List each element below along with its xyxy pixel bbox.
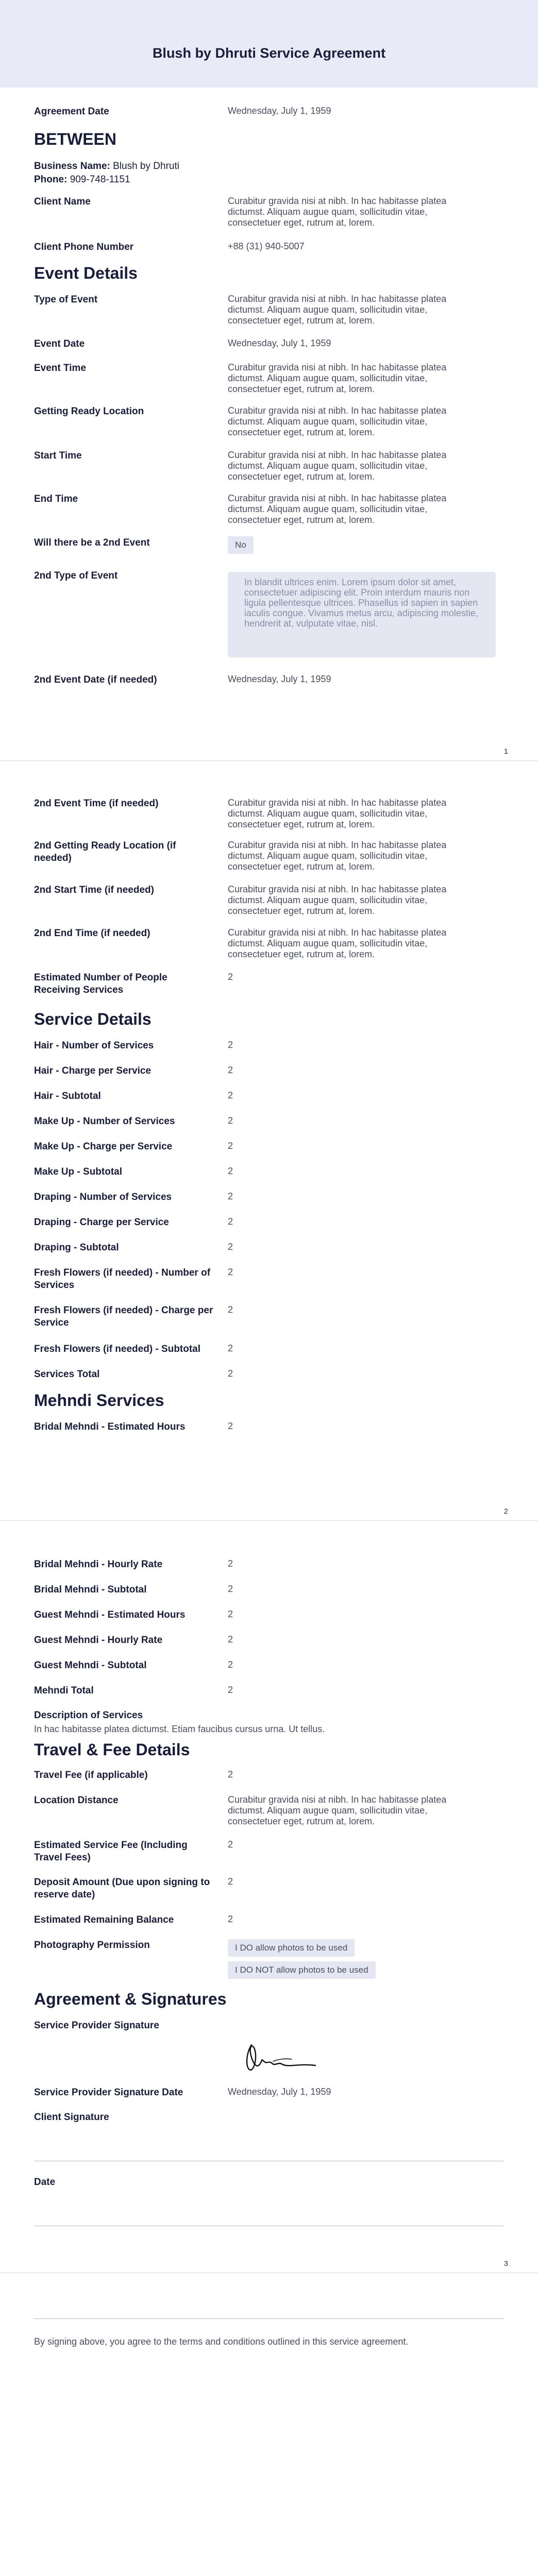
document-title: Blush by Dhruti Service Agreement [152,45,386,61]
service-value: 2 [228,1115,233,1126]
mehndi-value: 2 [228,1584,233,1594]
remaining-value: 2 [228,1914,233,1924]
page-divider [0,760,538,761]
location-distance-value: Curabitur gravida nisi at nibh. In hac habitasse platea dictumst. Aliquam augue quam, sollicitudin vitae, consectetuer eget, rutrum at, lorem. [228,1794,447,1826]
business-phone-label: Phone: [34,174,68,185]
page-divider [0,1520,538,1521]
photo-deny-option[interactable]: I DO NOT allow photos to be used [228,1961,376,1979]
travel-fee-label: Travel Fee (if applicable) [34,1770,148,1781]
estimated-fee-value: 2 [228,1839,233,1850]
description-label: Description of Services [34,1710,143,1721]
second-event-answer: No [228,536,254,554]
page-number: 2 [504,1507,508,1515]
footer-terms-text: By signing above, you agree to the terms and conditions outlined in this service agreement. [34,2336,409,2347]
second-date-value: Wednesday, July 1, 1959 [228,674,331,684]
service-value: 2 [228,1166,233,1176]
mehndi-value: 2 [228,1609,233,1619]
second-start-value: Curabitur gravida nisi at nibh. In hac habitasse platea dictumst. Aliquam augue quam, sollicitudin vitae, consectetuer eget, rutrum at, lorem. [228,884,447,916]
service-value: 2 [228,1141,233,1151]
mehndi-value: 2 [228,1634,233,1645]
service-label: Draping - Number of Services [34,1192,172,1202]
agreement-date-value: Wednesday, July 1, 1959 [228,106,331,116]
service-value: 2 [228,1191,233,1201]
travel-fee-value: 2 [228,1769,233,1780]
agreement-date-label: Agreement Date [34,106,109,117]
client-name-value: Curabitur gravida nisi at nibh. In hac habitasse platea dictumst. Aliquam augue quam, sollicitudin vitae, consectetuer eget, rutrum at, lorem. [228,196,447,228]
location-distance-label: Location Distance [34,1795,119,1806]
photo-allow-option[interactable]: I DO allow photos to be used [228,1939,355,1957]
service-label: Make Up - Subtotal [34,1166,123,1177]
header-band [0,0,538,88]
second-end-value: Curabitur gravida nisi at nibh. In hac habitasse platea dictumst. Aliquam augue quam, sollicitudin vitae, consectetuer eget, rutrum at, lorem. [228,927,447,959]
travel-heading: Travel & Fee Details [34,1740,190,1759]
mehndi-value: 2 [228,1685,233,1695]
service-label: Fresh Flowers (if needed) - Number of Services [34,1267,211,1291]
type-of-event-label: Type of Event [34,294,98,305]
provider-signature-label: Service Provider Signature [34,2020,159,2031]
estimated-people-label: Estimated Number of People Receiving Services [34,972,167,995]
client-signature-label: Client Signature [34,2112,109,2123]
end-time-value: Curabitur gravida nisi at nibh. In hac habitasse platea dictumst. Aliquam augue quam, sollicitudin vitae, consectetuer eget, rutrum at, lorem. [228,493,447,525]
page-number: 3 [504,2259,508,2267]
service-value: 2 [228,1267,233,1277]
service-value: 2 [228,1242,233,1252]
second-type-memo: In blandit ultrices enim. Lorem ipsum dolor sit amet, consectetuer adipiscing elit. Proin interdum mauris non ligula pellentesque ultrices. Phasellus id sapien in sapien iaculis congue. Vivamus metus arcu, adipiscing molestie, hendrerit at, vulputate vitae, nisl. [228,572,496,657]
deposit-value: 2 [228,1876,233,1887]
estimated-people-value: 2 [228,972,233,982]
service-label: Hair - Charge per Service [34,1065,152,1076]
mehndi-label: Bridal Mehndi - Subtotal [34,1584,147,1595]
estimated-fee-label: Estimated Service Fee (Including Travel Fees) [34,1840,188,1863]
service-details-heading: Service Details [34,1010,152,1028]
mehndi-label: Guest Mehndi - Estimated Hours [34,1609,186,1620]
second-end-label: 2nd End Time (if needed) [34,928,150,939]
second-start-label: 2nd Start Time (if needed) [34,885,154,895]
second-time-value: Curabitur gravida nisi at nibh. In hac habitasse platea dictumst. Aliquam augue quam, sollicitudin vitae, consectetuer eget, rutrum at, lorem. [228,798,447,829]
mehndi-label: Mehndi Total [34,1685,94,1696]
mehndi-heading: Mehndi Services [34,1391,164,1410]
second-ready-label: 2nd Getting Ready Location (if needed) [34,840,176,863]
service-value: 2 [228,1304,233,1315]
remaining-label: Estimated Remaining Balance [34,1914,174,1925]
service-label: Hair - Number of Services [34,1040,154,1051]
service-value: 2 [228,1090,233,1100]
business-name-value: Blush by Dhruti [113,161,179,172]
second-ready-value: Curabitur gravida nisi at nibh. In hac habitasse platea dictumst. Aliquam augue quam, sollicitudin vitae, consectetuer eget, rutrum at, lorem. [228,840,447,872]
provider-signature-image [242,2038,325,2079]
agreement-heading: Agreement & Signatures [34,1990,227,2008]
business-name-line [34,160,179,173]
service-label: Fresh Flowers (if needed) - Charge per Service [34,1305,213,1328]
second-date-label: 2nd Event Date (if needed) [34,674,157,685]
client-phone-value: +88 (31) 940-5007 [228,241,305,251]
date-label: Date [34,2177,56,2188]
mehndi-label: Guest Mehndi - Hourly Rate [34,1635,163,1646]
mehndi-value: 2 [228,1558,233,1569]
business-phone-line [34,173,130,187]
photo-label: Photography Permission [34,1940,150,1951]
start-time-label: Start Time [34,450,82,461]
service-value: 2 [228,1065,233,1075]
getting-ready-label: Getting Ready Location [34,406,144,417]
description-value: In hac habitasse platea dictumst. Etiam faucibus cursus urna. Ut tellus. [34,1724,325,1734]
business-phone-value: 909-748-1151 [70,174,130,185]
service-value: 2 [228,1216,233,1227]
deposit-label: Deposit Amount (Due upon signing to reserve date) [34,1877,210,1900]
service-value: 2 [228,1368,233,1379]
event-time-value: Curabitur gravida nisi at nibh. In hac habitasse platea dictumst. Aliquam augue quam, sollicitudin vitae, consectetuer eget, rutrum at, lorem. [228,362,447,394]
event-date-value: Wednesday, July 1, 1959 [228,338,331,348]
bridal-hours-value: 2 [228,1421,233,1431]
footer-divider [34,2318,504,2319]
event-details-heading: Event Details [34,264,138,282]
service-label: Make Up - Number of Services [34,1116,175,1127]
business-name-label: Business Name: [34,161,110,172]
bridal-hours-label: Bridal Mehndi - Estimated Hours [34,1421,186,1432]
service-label: Draping - Subtotal [34,1242,119,1253]
event-date-label: Event Date [34,338,85,349]
client-phone-label: Client Phone Number [34,242,134,252]
between-heading: BETWEEN [34,130,116,148]
second-type-label: 2nd Type of Event [34,570,118,581]
client-name-label: Client Name [34,196,91,207]
provider-date-value: Wednesday, July 1, 1959 [228,2087,331,2097]
mehndi-label: Bridal Mehndi - Hourly Rate [34,1559,163,1570]
page-number: 1 [504,747,508,755]
second-time-label: 2nd Event Time (if needed) [34,798,159,809]
event-time-label: Event Time [34,363,87,374]
service-label: Fresh Flowers (if needed) - Subtotal [34,1344,201,1354]
mehndi-label: Guest Mehndi - Subtotal [34,1660,147,1671]
service-value: 2 [228,1040,233,1050]
service-value: 2 [228,1343,233,1353]
mehndi-value: 2 [228,1659,233,1670]
service-label: Services Total [34,1369,100,1380]
provider-date-label: Service Provider Signature Date [34,2087,183,2098]
type-of-event-value: Curabitur gravida nisi at nibh. In hac habitasse platea dictumst. Aliquam augue quam, sollicitudin vitae, consectetuer eget, rutrum at, lorem. [228,294,447,326]
getting-ready-value: Curabitur gravida nisi at nibh. In hac habitasse platea dictumst. Aliquam augue quam, sollicitudin vitae, consectetuer eget, rutrum at, lorem. [228,405,447,437]
service-label: Make Up - Charge per Service [34,1141,173,1152]
start-time-value: Curabitur gravida nisi at nibh. In hac habitasse platea dictumst. Aliquam augue quam, sollicitudin vitae, consectetuer eget, rutrum at, lorem. [228,450,447,482]
service-label: Hair - Subtotal [34,1091,101,1101]
second-event-label: Will there be a 2nd Event [34,537,150,548]
end-time-label: End Time [34,494,78,504]
service-label: Draping - Charge per Service [34,1217,169,1228]
